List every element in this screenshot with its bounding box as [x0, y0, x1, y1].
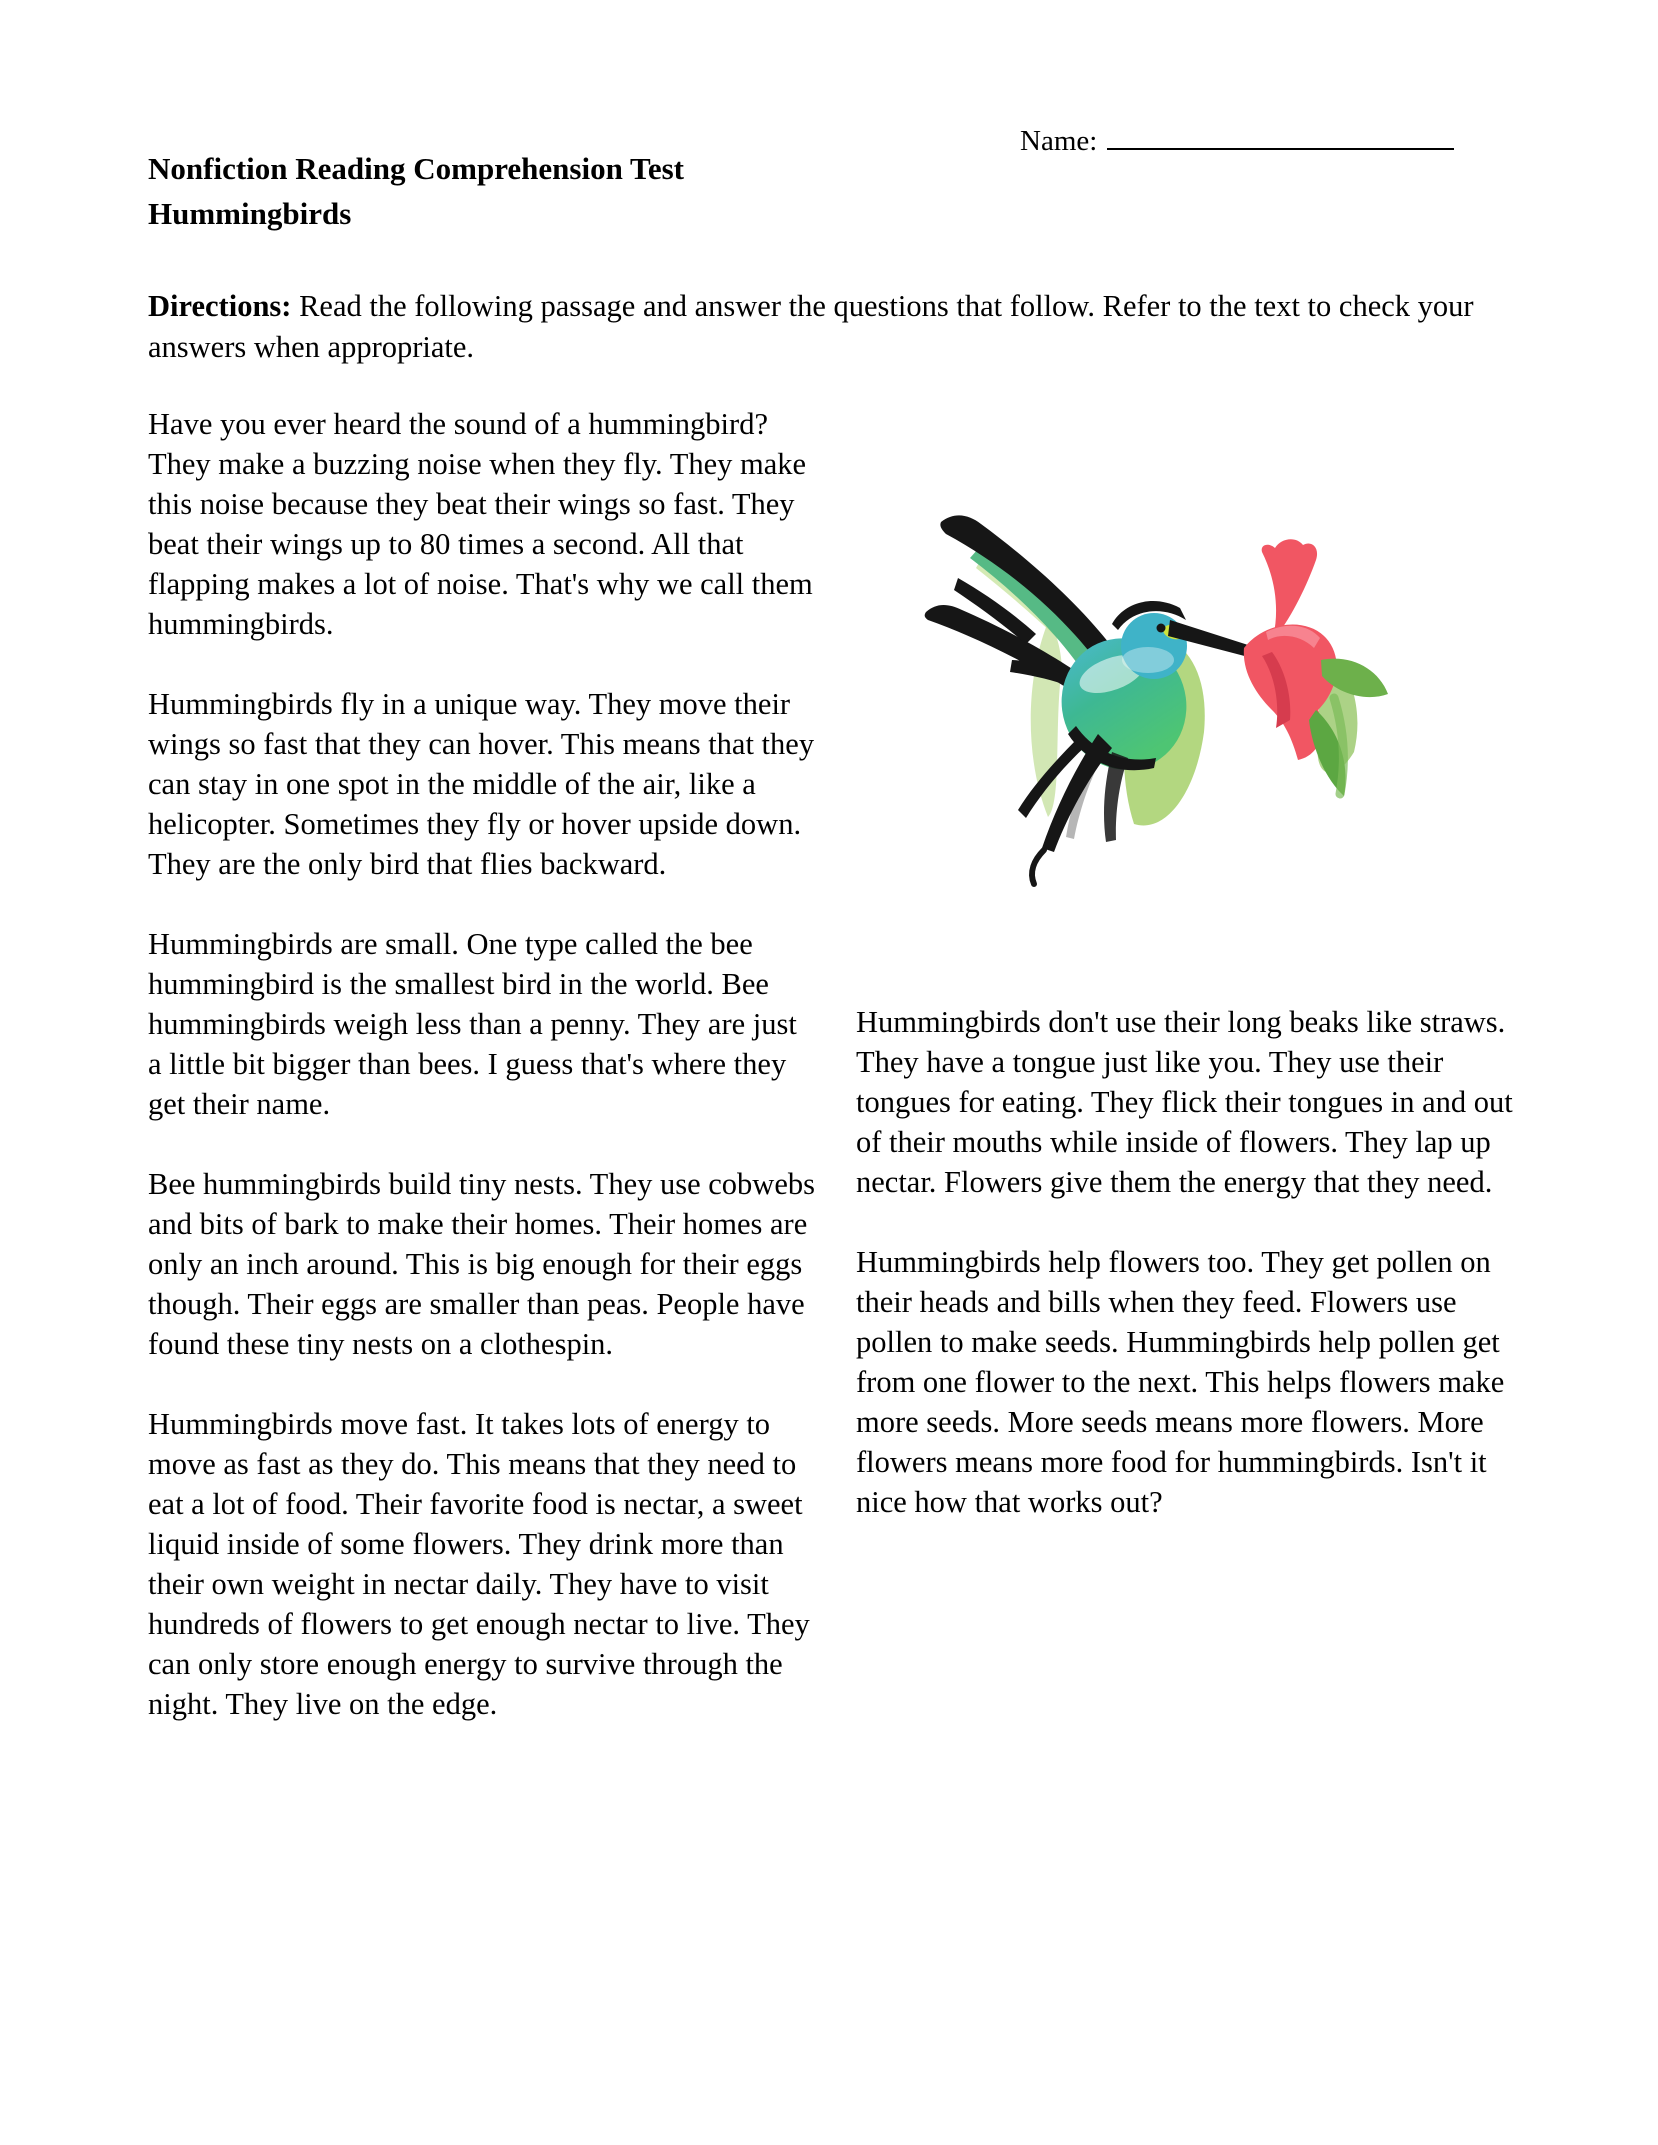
title-line-1: Nonfiction Reading Comprehension Test [148, 151, 684, 186]
flower-group [1244, 539, 1388, 796]
name-label: Name: [1020, 125, 1098, 157]
passage-paragraph-7: Hummingbirds help flowers too. They get pollen on their heads and bills when they feed. Flowers use pollen to make seeds. Hummingbirds help pollen get from one flower to the next. This helps flowers make more seeds. More seeds means more flowers. More flowers means more food for hummingbirds. Isn't it nice how that works out? [856, 1245, 1505, 1519]
passage-left-column [148, 404, 816, 1764]
directions-label: Directions: [148, 289, 292, 323]
bird-eye [1157, 624, 1166, 633]
passage-paragraph-5: Hummingbirds move fast. It takes lots of energy to move as fast as they do. This means that they need to eat a lot of food. Their favorite food is nectar, a sweet liquid inside of some flowers. They drink more than their own weight in nectar daily. They have to visit hundreds of flowers to get enough nectar to live. They can only store enough energy to survive through the night. They live on the edge. [148, 1407, 810, 1721]
passage-paragraph-3: Hummingbirds are small. One type called the bee hummingbird is the smallest bird in the world. Bee hummingbirds weigh less than a penny. They are just a little bit bigger than bees. I guess that's where they get their name. [148, 927, 797, 1121]
title-line-2: Hummingbirds [148, 196, 352, 231]
passage-paragraph-1: Have you ever heard the sound of a hummingbird? They make a buzzing noise when they fly. They make this noise because they beat their wings so fast. They beat their wings up to 80 times a second. All that flapping makes a lot of noise. That's why we call them hummingbirds. [148, 407, 813, 641]
passage-paragraph-2: Hummingbirds fly in a unique way. They move their wings so fast that they can hover. This means that they can stay in one spot in the middle of the air, like a helicopter. Sometimes they fly or hover upside down. They are the only bird that flies backward. [148, 687, 815, 881]
hummingbird-flower-illustration [866, 462, 1466, 898]
tail-curl [1032, 850, 1044, 884]
name-fill-in-line[interactable] [1107, 116, 1454, 150]
head-highlight [1122, 647, 1174, 673]
name-block [1020, 116, 1454, 158]
worksheet-title [148, 146, 684, 236]
passage-right-column [856, 1002, 1524, 1562]
directions-text: Read the following passage and answer the questions that follow. Refer to the text to check your answers when appropriate. [148, 289, 1474, 364]
directions [148, 286, 1498, 368]
passage-paragraph-6: Hummingbirds don't use their long beaks like straws. They have a tongue just like you. They use their tongues for eating. They flick their tongues in and out of their mouths while inside of flowers. They lap up nectar. Flowers give them the energy that they need. [856, 1005, 1513, 1199]
passage-paragraph-4: Bee hummingbirds build tiny nests. They use cobwebs and bits of bark to make their homes. Their homes are only an inch around. This is big enough for their eggs though. Their eggs are smaller than peas. People have found these tiny nests on a clothespin. [148, 1167, 815, 1361]
